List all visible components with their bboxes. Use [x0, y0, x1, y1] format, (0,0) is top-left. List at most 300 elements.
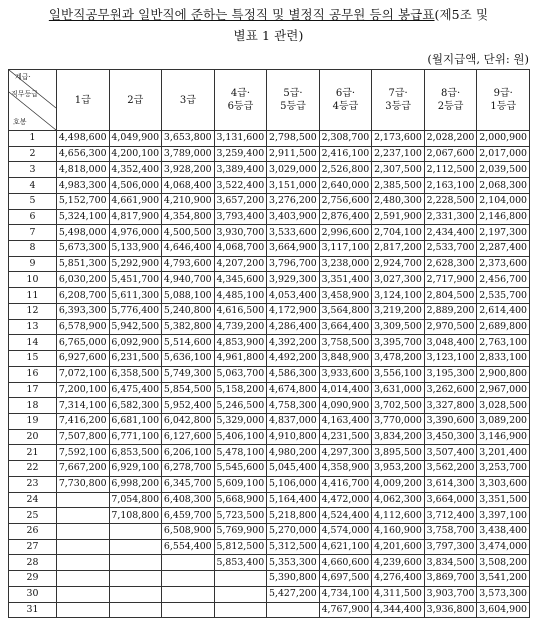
salary-cell: 2,068,300 [477, 178, 530, 194]
table-row [9, 319, 530, 335]
salary-cell: 3,903,700 [424, 586, 477, 602]
salary-cell: 6,771,100 [109, 429, 162, 445]
salary-cell: 3,758,500 [319, 335, 372, 351]
salary-cell: 5,152,700 [57, 193, 110, 209]
salary-cell: 3,556,100 [372, 366, 425, 382]
table-row [9, 288, 530, 304]
salary-cell [57, 492, 110, 508]
salary-cell: 6,853,500 [109, 445, 162, 461]
salary-cell: 4,656,300 [57, 146, 110, 162]
salary-cell: 6,582,300 [109, 398, 162, 414]
salary-cell: 7,200,100 [57, 382, 110, 398]
salary-cell: 4,354,800 [162, 209, 215, 225]
salary-cell: 3,664,000 [424, 492, 477, 508]
step-cell: 27 [9, 539, 57, 555]
salary-cell: 3,533,600 [267, 225, 320, 241]
column-header-9 [477, 70, 530, 131]
step-cell: 6 [9, 209, 57, 225]
salary-cell: 2,970,500 [424, 319, 477, 335]
table-row [9, 351, 530, 367]
table-row [9, 382, 530, 398]
step-cell: 24 [9, 492, 57, 508]
salary-cell: 6,475,400 [109, 382, 162, 398]
salary-cell: 4,172,900 [267, 303, 320, 319]
salary-cell [57, 586, 110, 602]
salary-cell: 4,392,200 [267, 335, 320, 351]
salary-cell: 2,307,500 [372, 162, 425, 178]
salary-cell: 7,054,800 [109, 492, 162, 508]
step-cell: 23 [9, 476, 57, 492]
step-cell: 11 [9, 288, 57, 304]
salary-cell: 3,933,600 [319, 366, 372, 382]
salary-cell: 3,389,400 [214, 162, 267, 178]
salary-cell: 3,796,700 [267, 256, 320, 272]
salary-cell: 3,797,300 [424, 539, 477, 555]
title-line2: 별표 1 관련) [233, 28, 304, 43]
salary-cell: 3,834,200 [372, 429, 425, 445]
salary-cell: 4,090,900 [319, 398, 372, 414]
pay-table [8, 69, 530, 618]
salary-cell: 4,160,900 [372, 523, 425, 539]
salary-cell: 6,127,600 [162, 429, 215, 445]
salary-cell: 2,889,200 [424, 303, 477, 319]
salary-cell: 3,438,400 [477, 523, 530, 539]
salary-cell: 3,657,200 [214, 193, 267, 209]
salary-cell: 6,765,000 [57, 335, 110, 351]
salary-cell: 3,259,400 [214, 146, 267, 162]
salary-cell: 7,667,200 [57, 461, 110, 477]
salary-cell: 4,767,900 [319, 602, 372, 618]
salary-cell: 7,507,800 [57, 429, 110, 445]
salary-cell: 2,373,600 [477, 256, 530, 272]
salary-cell [214, 602, 267, 618]
salary-cell: 3,953,200 [372, 461, 425, 477]
salary-cell: 3,351,500 [477, 492, 530, 508]
column-header-line: 7급· [388, 88, 408, 99]
salary-cell: 3,403,900 [267, 209, 320, 225]
salary-cell: 2,756,600 [319, 193, 372, 209]
salary-cell: 3,507,400 [424, 445, 477, 461]
salary-cell: 3,195,300 [424, 366, 477, 382]
salary-cell: 2,028,200 [424, 131, 477, 147]
salary-cell: 6,929,100 [109, 461, 162, 477]
salary-cell: 5,406,100 [214, 429, 267, 445]
corner-header [9, 70, 57, 131]
salary-cell: 5,158,200 [214, 382, 267, 398]
salary-cell: 2,228,500 [424, 193, 477, 209]
salary-cell: 5,063,700 [214, 366, 267, 382]
salary-cell: 6,393,300 [57, 303, 110, 319]
salary-cell: 5,292,900 [109, 256, 162, 272]
column-header-3 [162, 70, 215, 131]
salary-cell: 6,408,300 [162, 492, 215, 508]
salary-cell: 3,458,900 [319, 288, 372, 304]
salary-cell: 4,239,600 [372, 555, 425, 571]
step-cell: 16 [9, 366, 57, 382]
salary-cell: 5,240,800 [162, 303, 215, 319]
header-row [9, 70, 530, 131]
salary-cell: 7,416,200 [57, 413, 110, 429]
salary-cell: 7,592,100 [57, 445, 110, 461]
salary-cell: 5,451,700 [109, 272, 162, 288]
salary-cell: 3,702,500 [372, 398, 425, 414]
salary-cell: 4,231,500 [319, 429, 372, 445]
salary-cell: 2,591,900 [372, 209, 425, 225]
salary-cell: 4,660,600 [319, 555, 372, 571]
salary-cell: 5,611,300 [109, 288, 162, 304]
step-cell: 12 [9, 303, 57, 319]
salary-cell: 5,636,100 [162, 351, 215, 367]
table-row [9, 225, 530, 241]
salary-cell: 6,554,400 [162, 539, 215, 555]
salary-cell: 5,952,400 [162, 398, 215, 414]
table-row [9, 492, 530, 508]
salary-cell: 3,793,400 [214, 209, 267, 225]
salary-cell: 3,573,300 [477, 586, 530, 602]
salary-cell: 2,385,500 [372, 178, 425, 194]
salary-cell: 3,450,300 [424, 429, 477, 445]
salary-cell: 4,345,600 [214, 272, 267, 288]
salary-cell: 3,309,500 [372, 319, 425, 335]
step-cell: 5 [9, 193, 57, 209]
salary-cell: 3,397,100 [477, 508, 530, 524]
salary-cell: 6,578,900 [57, 319, 110, 335]
salary-cell: 3,928,200 [162, 162, 215, 178]
step-cell: 29 [9, 571, 57, 587]
salary-cell: 3,123,100 [424, 351, 477, 367]
table-row [9, 398, 530, 414]
column-header-1 [57, 70, 110, 131]
salary-cell: 3,201,400 [477, 445, 530, 461]
salary-cell: 5,312,500 [267, 539, 320, 555]
table-row [9, 256, 530, 272]
salary-cell: 6,508,900 [162, 523, 215, 539]
table-row [9, 602, 530, 618]
step-cell: 3 [9, 162, 57, 178]
salary-cell: 3,834,500 [424, 555, 477, 571]
column-header-line: 5급· [283, 88, 303, 99]
table-row [9, 413, 530, 429]
step-cell: 9 [9, 256, 57, 272]
salary-cell: 3,653,800 [162, 131, 215, 147]
salary-cell: 4,068,700 [214, 241, 267, 257]
salary-cell: 5,218,800 [267, 508, 320, 524]
salary-cell: 2,173,600 [372, 131, 425, 147]
column-header-4 [214, 70, 267, 131]
salary-cell: 3,508,200 [477, 555, 530, 571]
table-row [9, 523, 530, 539]
salary-cell: 3,048,400 [424, 335, 477, 351]
salary-cell: 5,853,400 [214, 555, 267, 571]
salary-cell: 5,854,500 [162, 382, 215, 398]
table-row [9, 508, 530, 524]
salary-cell: 3,027,300 [372, 272, 425, 288]
salary-cell: 3,124,100 [372, 288, 425, 304]
step-cell: 1 [9, 131, 57, 147]
salary-cell: 4,506,000 [109, 178, 162, 194]
step-cell: 21 [9, 445, 57, 461]
salary-cell: 4,940,700 [162, 272, 215, 288]
salary-cell: 4,062,300 [372, 492, 425, 508]
column-header-line: 4등급 [332, 101, 359, 112]
salary-cell: 3,238,000 [319, 256, 372, 272]
salary-cell: 2,689,800 [477, 319, 530, 335]
salary-cell: 4,500,500 [162, 225, 215, 241]
step-cell: 26 [9, 523, 57, 539]
salary-cell: 5,382,800 [162, 319, 215, 335]
salary-cell [109, 571, 162, 587]
salary-cell: 2,112,500 [424, 162, 477, 178]
step-cell: 22 [9, 461, 57, 477]
salary-cell [109, 523, 162, 539]
salary-cell: 3,029,000 [267, 162, 320, 178]
salary-cell: 3,929,300 [267, 272, 320, 288]
salary-cell: 2,876,400 [319, 209, 372, 225]
column-header-line: 6급· [335, 88, 356, 99]
salary-cell: 3,253,700 [477, 461, 530, 477]
salary-cell: 6,030,200 [57, 272, 110, 288]
salary-cell: 7,730,800 [57, 476, 110, 492]
salary-cell: 4,201,600 [372, 539, 425, 555]
salary-cell: 4,524,400 [319, 508, 372, 524]
salary-cell: 4,498,600 [57, 131, 110, 147]
table-row [9, 162, 530, 178]
salary-cell: 2,480,300 [372, 193, 425, 209]
salary-cell: 2,798,500 [267, 131, 320, 147]
salary-cell: 2,287,400 [477, 241, 530, 257]
salary-cell: 3,478,200 [372, 351, 425, 367]
step-cell: 14 [9, 335, 57, 351]
salary-cell: 4,210,900 [162, 193, 215, 209]
column-header-line: 4급· [230, 88, 251, 99]
table-row [9, 241, 530, 257]
salary-cell: 4,009,200 [372, 476, 425, 492]
salary-cell: 6,231,500 [109, 351, 162, 367]
salary-cell: 6,358,500 [109, 366, 162, 382]
salary-cell: 4,621,100 [319, 539, 372, 555]
salary-cell: 2,833,100 [477, 351, 530, 367]
step-cell: 13 [9, 319, 57, 335]
salary-cell: 3,869,700 [424, 571, 477, 587]
salary-cell: 2,308,700 [319, 131, 372, 147]
salary-cell: 4,472,000 [319, 492, 372, 508]
salary-cell: 4,311,500 [372, 586, 425, 602]
column-header-8 [424, 70, 477, 131]
salary-cell: 3,028,500 [477, 398, 530, 414]
salary-cell: 5,723,500 [214, 508, 267, 524]
column-header-6 [319, 70, 372, 131]
salary-cell: 2,146,800 [477, 209, 530, 225]
step-cell: 7 [9, 225, 57, 241]
step-cell: 25 [9, 508, 57, 524]
salary-cell: 3,758,700 [424, 523, 477, 539]
salary-cell: 3,770,000 [372, 413, 425, 429]
salary-cell [109, 539, 162, 555]
column-header-line: 1등급 [490, 101, 517, 112]
table-row [9, 476, 530, 492]
salary-cell [57, 508, 110, 524]
salary-cell: 5,609,100 [214, 476, 267, 492]
salary-cell: 3,848,900 [319, 351, 372, 367]
salary-cell: 6,459,700 [162, 508, 215, 524]
salary-cell: 2,526,800 [319, 162, 372, 178]
salary-cell: 2,104,000 [477, 193, 530, 209]
salary-cell: 4,910,800 [267, 429, 320, 445]
salary-cell: 5,942,500 [109, 319, 162, 335]
salary-cell: 3,562,200 [424, 461, 477, 477]
salary-cell: 4,661,900 [109, 193, 162, 209]
salary-cell: 3,219,200 [372, 303, 425, 319]
salary-cell: 2,416,100 [319, 146, 372, 162]
salary-cell: 5,329,000 [214, 413, 267, 429]
salary-cell: 3,604,900 [477, 602, 530, 618]
salary-cell [214, 586, 267, 602]
table-row [9, 429, 530, 445]
salary-cell: 2,704,100 [372, 225, 425, 241]
salary-cell: 2,197,300 [477, 225, 530, 241]
column-header-line: 6등급 [227, 101, 254, 112]
step-cell: 30 [9, 586, 57, 602]
salary-cell: 5,769,900 [214, 523, 267, 539]
salary-cell: 2,996,600 [319, 225, 372, 241]
column-header-line: 9급· [493, 88, 513, 99]
salary-cell: 6,208,700 [57, 288, 110, 304]
salary-cell: 4,207,200 [214, 256, 267, 272]
salary-cell: 3,936,800 [424, 602, 477, 618]
salary-cell [57, 523, 110, 539]
step-cell: 19 [9, 413, 57, 429]
table-row [9, 209, 530, 225]
salary-cell: 6,042,800 [162, 413, 215, 429]
salary-cell: 2,817,200 [372, 241, 425, 257]
salary-cell: 3,131,600 [214, 131, 267, 147]
salary-cell: 5,776,400 [109, 303, 162, 319]
salary-cell: 3,303,600 [477, 476, 530, 492]
salary-cell: 2,535,700 [477, 288, 530, 304]
salary-cell: 4,983,300 [57, 178, 110, 194]
salary-cell [57, 555, 110, 571]
salary-cell: 4,646,400 [162, 241, 215, 257]
salary-cell: 3,614,300 [424, 476, 477, 492]
salary-cell: 4,492,200 [267, 351, 320, 367]
column-header-line: 3등급 [385, 101, 411, 112]
salary-cell: 2,000,900 [477, 131, 530, 147]
column-header-line: 5등급 [280, 101, 306, 112]
salary-cell: 2,967,000 [477, 382, 530, 398]
column-header-line: 2급 [127, 94, 144, 106]
table-row [9, 146, 530, 162]
salary-cell: 3,390,600 [424, 413, 477, 429]
salary-cell: 2,237,100 [372, 146, 425, 162]
salary-cell: 5,324,100 [57, 209, 110, 225]
salary-cell: 4,053,400 [267, 288, 320, 304]
table-row [9, 586, 530, 602]
salary-cell: 3,930,700 [214, 225, 267, 241]
salary-cell: 2,900,800 [477, 366, 530, 382]
column-header-7 [372, 70, 425, 131]
salary-cell: 5,673,300 [57, 241, 110, 257]
step-cell: 20 [9, 429, 57, 445]
salary-cell [109, 602, 162, 618]
salary-cell: 3,664,400 [319, 319, 372, 335]
salary-cell: 7,108,800 [109, 508, 162, 524]
salary-cell: 2,640,000 [319, 178, 372, 194]
salary-cell: 6,998,200 [109, 476, 162, 492]
salary-cell: 3,351,400 [319, 272, 372, 288]
salary-cell: 2,763,100 [477, 335, 530, 351]
salary-cell [57, 539, 110, 555]
salary-cell: 5,545,600 [214, 461, 267, 477]
salary-cell: 6,927,600 [57, 351, 110, 367]
salary-cell: 5,390,800 [267, 571, 320, 587]
salary-cell: 5,749,300 [162, 366, 215, 382]
salary-cell: 2,614,400 [477, 303, 530, 319]
salary-cell: 4,758,300 [267, 398, 320, 414]
salary-cell: 4,818,000 [57, 162, 110, 178]
column-header-5 [267, 70, 320, 131]
salary-cell: 4,837,000 [267, 413, 320, 429]
salary-cell: 2,456,700 [477, 272, 530, 288]
salary-cell: 4,734,100 [319, 586, 372, 602]
salary-cell: 3,146,900 [477, 429, 530, 445]
step-cell: 4 [9, 178, 57, 194]
salary-cell [57, 602, 110, 618]
salary-cell: 3,262,600 [424, 382, 477, 398]
salary-cell: 6,681,100 [109, 413, 162, 429]
step-cell: 8 [9, 241, 57, 257]
salary-cell: 2,717,900 [424, 272, 477, 288]
title-underlined: 일반직공무원과 일반직에 준하는 특정직 및 별정직 공무원 등의 봉급표 [48, 7, 435, 22]
salary-cell: 5,133,900 [109, 241, 162, 257]
salary-cell: 4,049,900 [109, 131, 162, 147]
corner-step-label: 호봉 [13, 118, 27, 126]
salary-cell: 3,789,000 [162, 146, 215, 162]
salary-cell: 4,697,500 [319, 571, 372, 587]
table-row [9, 178, 530, 194]
salary-cell: 3,895,500 [372, 445, 425, 461]
salary-cell: 2,911,500 [267, 146, 320, 162]
salary-cell: 5,514,600 [162, 335, 215, 351]
salary-cell: 4,616,500 [214, 303, 267, 319]
salary-cell: 4,961,800 [214, 351, 267, 367]
step-cell: 18 [9, 398, 57, 414]
salary-cell [162, 586, 215, 602]
salary-cell: 4,485,100 [214, 288, 267, 304]
salary-cell: 4,297,300 [319, 445, 372, 461]
salary-cell: 6,345,700 [162, 476, 215, 492]
salary-cell: 5,353,300 [267, 555, 320, 571]
salary-cell [162, 602, 215, 618]
salary-cell: 4,112,600 [372, 508, 425, 524]
salary-cell: 4,068,400 [162, 178, 215, 194]
salary-cell: 2,628,300 [424, 256, 477, 272]
title-suffix: (제5조 및 [434, 7, 489, 22]
salary-cell [57, 571, 110, 587]
salary-cell: 5,668,900 [214, 492, 267, 508]
salary-cell: 5,270,000 [267, 523, 320, 539]
salary-cell: 6,092,900 [109, 335, 162, 351]
table-row [9, 366, 530, 382]
salary-cell: 2,163,100 [424, 178, 477, 194]
salary-cell [214, 571, 267, 587]
salary-cell: 4,574,000 [319, 523, 372, 539]
table-row [9, 272, 530, 288]
salary-cell: 5,498,000 [57, 225, 110, 241]
salary-cell: 4,853,900 [214, 335, 267, 351]
salary-cell [162, 555, 215, 571]
column-header-line: 1급 [74, 94, 91, 106]
salary-cell: 5,088,100 [162, 288, 215, 304]
